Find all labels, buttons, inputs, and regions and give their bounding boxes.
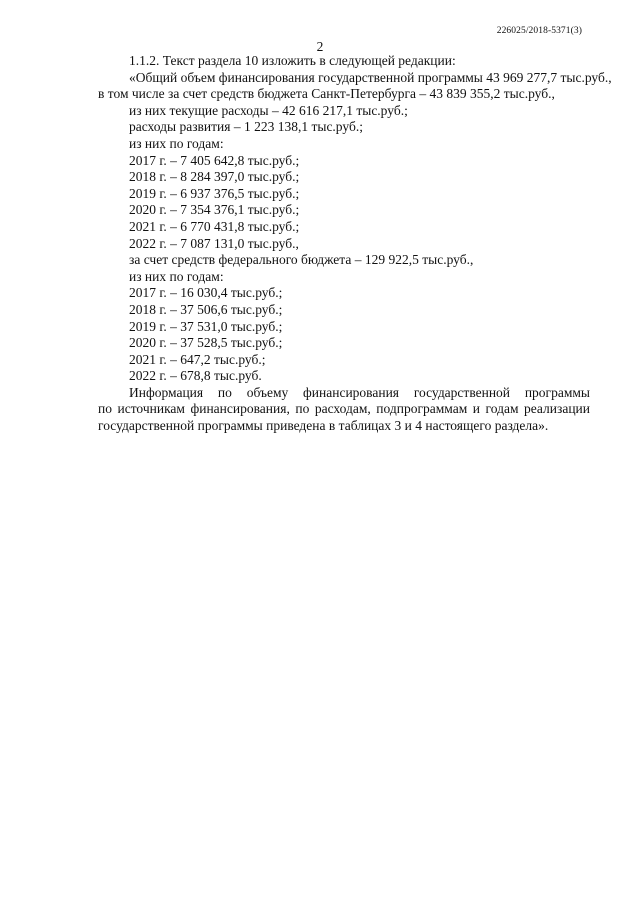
- year-line: 2021 г. – 6 770 431,8 тыс.руб.;: [129, 218, 300, 234]
- year-line: 2018 г. – 8 284 397,0 тыс.руб.;: [129, 169, 300, 185]
- year-line: 2022 г. – 7 087 131,0 тыс.руб.,: [129, 235, 299, 251]
- year-line: 2019 г. – 37 531,0 тыс.руб.;: [129, 318, 283, 334]
- year-line: 2017 г. – 7 405 642,8 тыс.руб.;: [129, 152, 300, 168]
- year-line: 2022 г. – 678,8 тыс.руб.: [129, 368, 262, 384]
- closing-line-2: по источникам финансирования, по расходам, подпрограммам и годам реализации: [98, 401, 590, 417]
- intro-line-1: «Общий объем финансирования государственной программы 43 969 277,7 тыс.руб.,: [129, 69, 612, 85]
- year-line: 2020 г. – 37 528,5 тыс.руб.;: [129, 335, 283, 351]
- by-years-label: из них по годам:: [129, 268, 224, 284]
- closing-line-1: Информация по объему финансирования государственной программы: [129, 384, 590, 400]
- current-expenses: из них текущие расходы – 42 616 217,1 тыс.руб.;: [129, 102, 408, 118]
- year-line: 2021 г. – 647,2 тыс.руб.;: [129, 351, 266, 367]
- year-line: 2019 г. – 6 937 376,5 тыс.руб.;: [129, 185, 300, 201]
- section-heading: 1.1.2. Текст раздела 10 изложить в следующей редакции:: [129, 53, 456, 68]
- document-body: [98, 53, 612, 435]
- year-line: 2020 г. – 7 354 376,1 тыс.руб.;: [129, 202, 300, 218]
- year-line: 2018 г. – 37 506,6 тыс.руб.;: [129, 301, 283, 317]
- federal-budget: за счет средств федерального бюджета – 129 922,5 тыс.руб.,: [129, 252, 474, 268]
- year-line: 2017 г. – 16 030,4 тыс.руб.;: [129, 285, 283, 301]
- document-id: 226025/2018-5371(3): [496, 26, 582, 36]
- development-expenses: расходы развития – 1 223 138,1 тыс.руб.;: [129, 119, 363, 135]
- intro-line-2: в том числе за счет средств бюджета Санкт-Петербурга – 43 839 355,2 тыс.руб.,: [98, 86, 555, 102]
- closing-line-3: государственной программы приведена в таблицах 3 и 4 настоящего раздела».: [98, 418, 549, 434]
- page-number: 2: [316, 39, 324, 54]
- by-years-label: из них по годам:: [129, 135, 224, 151]
